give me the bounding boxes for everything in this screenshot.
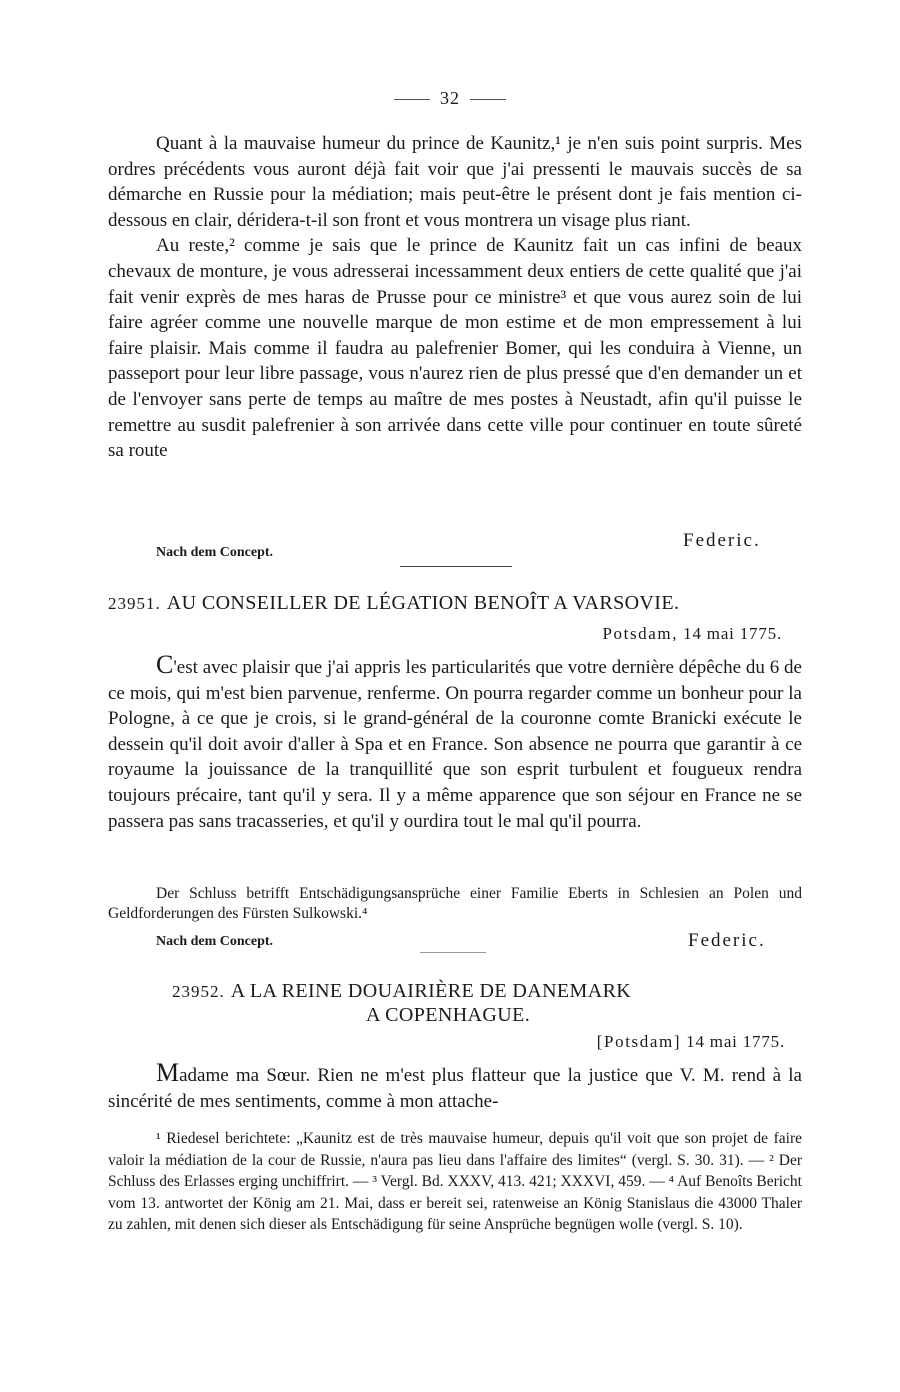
letter-23951-dateline <box>602 624 782 644</box>
letter-prev-signature: Federic. <box>683 530 761 551</box>
letter-23952-heading <box>172 980 631 1003</box>
letter-23951-signature: Federic. <box>688 930 766 951</box>
letter-23951-drop-letter: C <box>156 650 174 679</box>
letter-23952-place: [Potsdam] <box>596 1032 682 1051</box>
letter-23952-dateline <box>597 1032 785 1052</box>
letter-23952-body <box>108 1060 802 1114</box>
letter-23951-number: 23951. <box>108 594 161 613</box>
letter-23951-text: 'est avec plaisir que j'ai appris les particularités que votre dernière dépêche du 6 de ce mois, qui m'est bien parvenue, renferme. On pourra regarder comme un bonheur pour la Pologne, à ce que je crois, si le grand-général de la couronne comte Branicki exécute le dessein qu'il doit avoir d'aller à Spa et en France. Son absence ne pourra que garantir à ce royaume la jouissance de la tranquillité que son esprit turbulent et fougueux rendra toujours précaire, tant qu'il y sera. Il y a même apparence que son séjour en France ne se passera pas sans tracasseries, et qu'il y ourdira tout le mal qu'il pourra. <box>108 657 802 832</box>
letter-23951-title: AU CONSEILLER DE LÉGATION BENOÎT A VARSOVIE. <box>166 592 680 614</box>
letter-23951-source-note: Nach dem Concept. <box>156 934 274 949</box>
letter-prev-paragraph-1: Quant à la mauvaise humeur du prince de Kaunitz,¹ je n'en suis point surpris. Mes ordres précédents vous auront déjà fait voir que j'ai pressenti le mauvais succès de sa démarche en Russie pour la médiation; mais peut-être le présent dont je fais mention ci-dessous en clair, déridera-t-il son front et vous montrera un visage plus riant. <box>108 133 802 231</box>
footnotes <box>108 1128 802 1236</box>
footnotes-text: ¹ Riedesel berichtete: „Kaunitz est de très mauvaise humeur, depuis qu'il voit que son projet de faire valoir la médiation de la cour de Russie, n'aura pas lieu dans l'affaire des limites“ (vergl. S. 30. 31). — ² Der Schluss des Erlasses erging unchiffrirt. — ³ Vergl. Bd. XXXV, 413. 421; XXXVI, 459. — ⁴ Auf Benoîts Bericht vom 13. antwortet der König am 21. Mai, dass er bereit sei, ratenweise an König Stanislaus die 43000 Thaler zu zahlen, mit denen sich dieser als Entschädigung für seine Ansprüche begnügen wolle (vergl. S. 10). <box>108 1130 802 1233</box>
letter-23952-title-line2: A COPENHAGUE. <box>366 1004 531 1026</box>
letter-23951-summary-block <box>108 884 802 924</box>
letter-23951-date: 14 mai 1775. <box>683 624 782 643</box>
letter-23951-body <box>108 652 802 834</box>
letter-23951-paragraph <box>108 652 802 834</box>
section-divider-2 <box>420 952 486 953</box>
letter-23952-title-line1: A LA REINE DOUAIRIÈRE DE DANEMARK <box>230 980 632 1002</box>
section-divider <box>400 566 512 567</box>
letter-23951-heading <box>108 592 679 615</box>
letter-23952-paragraph <box>108 1060 802 1114</box>
page-number <box>0 88 900 109</box>
letter-23951-summary: Der Schluss betrifft Entschädigungsansprüche einer Familie Eberts in Schlesien an Polen und Geldforderungen des Fürsten Sulkowski.⁴ <box>108 885 802 922</box>
letter-23952-text: adame ma Sœur. Rien ne m'est plus flatteur que la justice que V. M. rend à la sincérité de mes sentiments, comme à mon attache- <box>108 1065 802 1112</box>
letter-23951-place: Potsdam, <box>602 624 679 643</box>
letter-prev-body <box>108 131 802 464</box>
page-number-dash-right <box>470 99 506 100</box>
letter-23952-drop-letter: M <box>156 1058 180 1087</box>
letter-prev-paragraph-2: Au reste,² comme je sais que le prince de Kaunitz fait un cas infini de beaux chevaux de monture, je vous adresserai incessamment deux entiers de cette qualité que j'ai fait venir exprès de mes haras de Prusse pour ce ministre³ et que vous aurez soin de lui faire agréer comme une nouvelle marque de mon estime et de mon empressement à lui faire plaisir. Mais comme il faudra au palefrenier Bomer, qui les conduira à Vienne, un passeport pour leur libre passage, vous n'aurez rien de plus pressé que d'en demander un et de l'envoyer sans perte de temps au maître de mes postes à Neustadt, afin qu'il puisse le remettre au susdit palefrenier à son arrivée dans cette ville pour continuer en toute sûreté sa route <box>108 235 802 462</box>
letter-prev-source-note: Nach dem Concept. <box>156 545 274 560</box>
page-number-dash-left <box>394 99 430 100</box>
page-number-text: 32 <box>440 88 460 108</box>
letter-23952-date: 14 mai 1775. <box>686 1032 785 1051</box>
letter-23952-number: 23952. <box>172 982 225 1001</box>
